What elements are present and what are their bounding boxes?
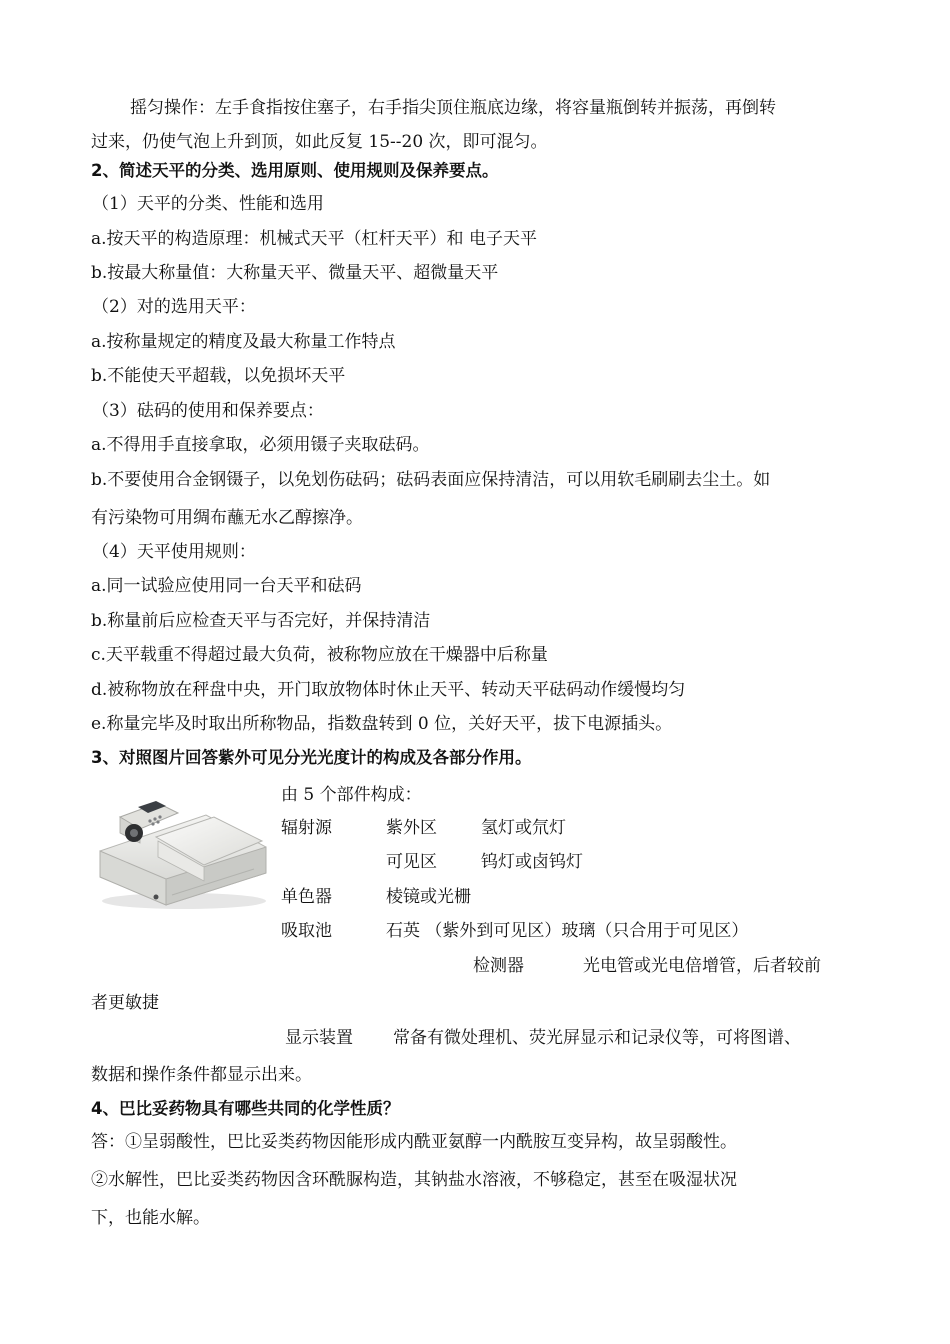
paragraph-line: b.称量前后应检查天平与否完好，并保持清洁 bbox=[91, 611, 431, 631]
visible-region-label: 可见区 bbox=[386, 852, 437, 872]
paragraph-line: 摇匀操作：左手食指按住塞子，右手指尖顶住瓶底边缘，将容量瓶倒转并振荡，再倒转 bbox=[130, 98, 776, 118]
subheading: （3）砝码的使用和保养要点： bbox=[92, 401, 324, 421]
paragraph-line: b.不能使天平超载，以免损坏天平 bbox=[91, 366, 346, 386]
paragraph-line: d.被称物放在秤盘中央，开门取放物体时休止天平、转动天平砝码动作缓慢均匀 bbox=[91, 680, 686, 700]
answer-line: 答：①呈弱酸性，巴比妥类药物因能形成内酰亚氨醇一内酰胺互变异构，故呈弱酸性。 bbox=[91, 1132, 737, 1152]
radiation-source-label: 辐射源 bbox=[281, 818, 332, 838]
paragraph-line: a.按天平的构造原理：机械式天平（杠杆天平）和 电子天平 bbox=[91, 229, 537, 249]
paragraph-line: c.天平载重不得超过最大负荷，被称物应放在干燥器中后称量 bbox=[91, 645, 548, 665]
components-intro: 由 5 个部件构成： bbox=[281, 785, 422, 805]
section-heading: 3、对照图片回答紫外可见分光光度计的构成及各部分作用。 bbox=[91, 748, 532, 767]
uv-lamp-text: 氢灯或氘灯 bbox=[481, 818, 566, 838]
answer-line: 下，也能水解。 bbox=[91, 1208, 210, 1228]
monochromator-label: 单色器 bbox=[281, 887, 332, 907]
answer-line: ②水解性，巴比妥类药物因含环酰脲构造，其钠盐水溶液，不够稳定，甚至在吸湿状况 bbox=[91, 1170, 737, 1190]
detector-text-continued: 者更敏捷 bbox=[91, 993, 159, 1013]
paragraph-line: b.按最大称量值：大称量天平、微量天平、超微量天平 bbox=[91, 263, 499, 283]
paragraph-line: 过来，仍使气泡上升到顶，如此反复 15--20 次，即可混匀。 bbox=[91, 132, 548, 152]
section-heading: 4、巴比妥药物具有哪些共同的化学性质？ bbox=[91, 1099, 400, 1118]
paragraph-line: b.不要使用合金钢镊子，以免划伤砝码；砝码表面应保持清洁，可以用软毛刷刷去尘土。如 bbox=[91, 470, 771, 490]
absorption-cell-label: 吸取池 bbox=[281, 921, 332, 941]
paragraph-line: a.按称量规定的精度及最大称量工作特点 bbox=[91, 332, 396, 352]
subheading: （4）天平使用规则： bbox=[92, 542, 256, 562]
detector-label: 检测器 bbox=[473, 956, 524, 976]
paragraph-line: a.不得用手直接拿取，必须用镊子夹取砝码。 bbox=[91, 435, 430, 455]
section-heading: 2、简述天平的分类、选用原则、使用规则及保养要点。 bbox=[91, 161, 499, 180]
paragraph-line: 有污染物可用绸布蘸无水乙醇擦净。 bbox=[91, 508, 363, 528]
display-device-label: 显示装置 bbox=[285, 1028, 353, 1048]
subheading: （1）天平的分类、性能和选用 bbox=[92, 194, 324, 214]
subheading: （2）对的选用天平： bbox=[92, 297, 256, 317]
monochromator-text: 棱镜或光栅 bbox=[386, 887, 471, 907]
paragraph-line: a.同一试验应使用同一台天平和砝码 bbox=[91, 576, 362, 596]
paragraph-line: e.称量完毕及时取出所称物品，指数盘转到 0 位，关好天平，拔下电源插头。 bbox=[91, 714, 673, 734]
absorption-cell-text: 石英 （紫外到可见区）玻璃（只合用于可见区） bbox=[386, 921, 749, 941]
spectrophotometer-image bbox=[94, 777, 270, 911]
uv-region-label: 紫外区 bbox=[386, 818, 437, 838]
visible-lamp-text: 钨灯或卤钨灯 bbox=[481, 852, 583, 872]
detector-text: 光电管或光电倍增管，后者较前 bbox=[583, 956, 821, 976]
display-device-text: 常备有微处理机、荧光屏显示和记录仪等，可将图谱、 bbox=[393, 1028, 801, 1048]
display-device-text-continued: 数据和操作条件都显示出来。 bbox=[91, 1065, 312, 1085]
